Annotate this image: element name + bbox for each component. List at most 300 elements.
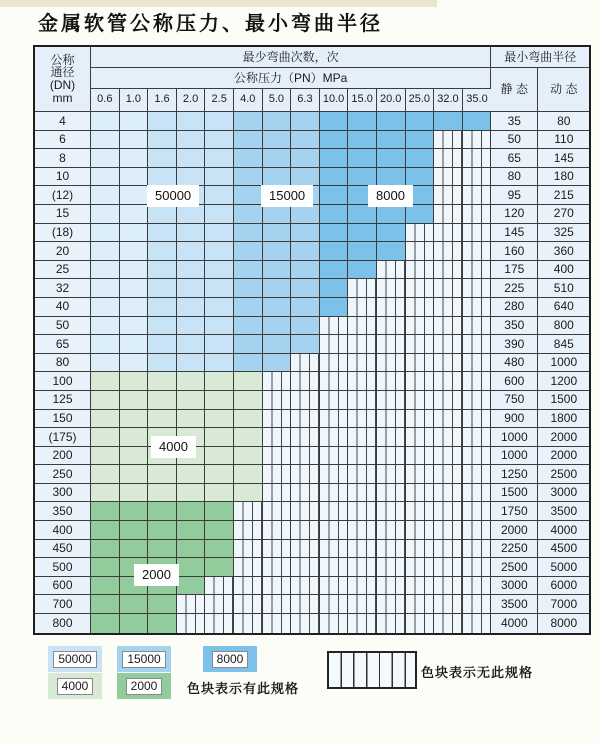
cell-pressure: [234, 205, 263, 224]
cell-static: 35: [491, 112, 538, 131]
cell-pressure: [177, 502, 206, 521]
cell-static: 80: [491, 168, 538, 187]
pressure-col-header: 25.0: [406, 89, 435, 112]
cell-dynamic: 400: [538, 261, 589, 280]
cell-pressure: [320, 149, 349, 168]
cell-pressure: [377, 428, 406, 447]
cell-dynamic: 1800: [538, 410, 589, 429]
cell-pressure: [377, 335, 406, 354]
cell-pressure: [348, 614, 377, 633]
cell-static: 750: [491, 391, 538, 410]
cell-dn: 8: [35, 149, 91, 168]
cell-pressure: [177, 149, 206, 168]
cell-pressure: [320, 577, 349, 596]
cell-pressure: [406, 261, 435, 280]
cell-pressure: [234, 577, 263, 596]
cell-pressure: [91, 317, 120, 336]
cell-dn: 300: [35, 484, 91, 503]
cell-pressure: [291, 354, 320, 373]
cell-pressure: [177, 558, 206, 577]
cell-pressure: [234, 224, 263, 243]
cell-pressure: [263, 224, 292, 243]
cell-pressure: [348, 428, 377, 447]
cell-pressure: [263, 112, 292, 131]
cell-dn: 15: [35, 205, 91, 224]
cell-pressure: [377, 484, 406, 503]
cell-pressure: [434, 205, 463, 224]
cell-pressure: [434, 186, 463, 205]
cell-pressure: [263, 205, 292, 224]
cell-pressure: [177, 224, 206, 243]
cell-pressure: [205, 540, 234, 559]
cell-pressure: [205, 391, 234, 410]
header-dn-line: 通径: [50, 65, 75, 80]
cell-pressure: [234, 595, 263, 614]
cell-pressure: [377, 540, 406, 559]
cell-pressure: [434, 224, 463, 243]
cell-pressure: [463, 540, 492, 559]
cell-pressure: [148, 168, 177, 187]
cell-pressure: [377, 595, 406, 614]
cell-pressure: [120, 335, 149, 354]
header-dn: [35, 47, 91, 112]
cell-pressure: [348, 447, 377, 466]
cell-pressure: [205, 484, 234, 503]
cell-pressure: [234, 428, 263, 447]
cell-pressure: [205, 112, 234, 131]
cell-pressure: [234, 131, 263, 150]
cell-pressure: [177, 112, 206, 131]
cell-dynamic: 180: [538, 168, 589, 187]
cell-dn: 80: [35, 354, 91, 373]
cell-pressure: [91, 279, 120, 298]
cell-pressure: [148, 205, 177, 224]
cell-pressure: [91, 558, 120, 577]
cell-pressure: [177, 465, 206, 484]
cell-pressure: [406, 317, 435, 336]
cell-pressure: [434, 447, 463, 466]
pressure-col-header: 0.6: [91, 89, 120, 112]
cell-dynamic: 4000: [538, 521, 589, 540]
cell-pressure: [234, 354, 263, 373]
cell-pressure: [263, 465, 292, 484]
cell-pressure: [463, 242, 492, 261]
cell-pressure: [177, 298, 206, 317]
cell-pressure: [120, 521, 149, 540]
cell-static: 2000: [491, 521, 538, 540]
cell-pressure: [263, 484, 292, 503]
cell-dynamic: 1200: [538, 372, 589, 391]
cell-pressure: [377, 224, 406, 243]
cell-pressure: [406, 484, 435, 503]
cell-pressure: [406, 502, 435, 521]
cell-pressure: [406, 391, 435, 410]
cell-pressure: [91, 372, 120, 391]
cell-pressure: [205, 279, 234, 298]
cell-static: 1750: [491, 502, 538, 521]
cell-pressure: [234, 391, 263, 410]
cell-pressure: [291, 224, 320, 243]
cell-dynamic: 7000: [538, 595, 589, 614]
cell-pressure: [406, 614, 435, 633]
cell-pressure: [463, 447, 492, 466]
cell-pressure: [177, 410, 206, 429]
cell-pressure: [234, 465, 263, 484]
cell-pressure: [463, 261, 492, 280]
cell-pressure: [263, 614, 292, 633]
cell-pressure: [205, 335, 234, 354]
cell-pressure: [205, 465, 234, 484]
pressure-col-header: 35.0: [463, 89, 492, 112]
cell-pressure: [234, 168, 263, 187]
cell-pressure: [406, 372, 435, 391]
cell-pressure: [263, 410, 292, 429]
cell-pressure: [177, 484, 206, 503]
cell-pressure: [348, 577, 377, 596]
cell-pressure: [463, 149, 492, 168]
cell-pressure: [463, 298, 492, 317]
cell-pressure: [91, 577, 120, 596]
cell-pressure: [320, 298, 349, 317]
cell-pressure: [463, 205, 492, 224]
cell-pressure: [377, 149, 406, 168]
cell-pressure: [234, 279, 263, 298]
cell-pressure: [463, 521, 492, 540]
cell-pressure: [177, 372, 206, 391]
cell-pressure: [91, 205, 120, 224]
cell-pressure: [205, 558, 234, 577]
cell-dynamic: 845: [538, 335, 589, 354]
cell-pressure: [348, 131, 377, 150]
cell-pressure: [291, 521, 320, 540]
cell-pressure: [434, 335, 463, 354]
cell-pressure: [91, 261, 120, 280]
cell-pressure: [234, 540, 263, 559]
header-dn-line: 公称: [50, 52, 75, 67]
cell-dynamic: 110: [538, 131, 589, 150]
cell-pressure: [120, 186, 149, 205]
cell-pressure: [320, 521, 349, 540]
cell-static: 2250: [491, 540, 538, 559]
cell-dn: 10: [35, 168, 91, 187]
cell-pressure: [291, 614, 320, 633]
cell-pressure: [348, 558, 377, 577]
cell-pressure: [263, 131, 292, 150]
cell-pressure: [148, 298, 177, 317]
cell-pressure: [377, 447, 406, 466]
cell-static: 1000: [491, 428, 538, 447]
cell-pressure: [463, 317, 492, 336]
cell-dynamic: 2500: [538, 465, 589, 484]
cell-pressure: [234, 372, 263, 391]
cell-pressure: [91, 131, 120, 150]
cell-dynamic: 1500: [538, 391, 589, 410]
cell-pressure: [148, 242, 177, 261]
cell-dn: 25: [35, 261, 91, 280]
cell-static: 1500: [491, 484, 538, 503]
cell-pressure: [91, 465, 120, 484]
pressure-col-header: 4.0: [234, 89, 263, 112]
cell-pressure: [234, 558, 263, 577]
cell-pressure: [377, 558, 406, 577]
header-dynamic: 动 态: [538, 68, 589, 112]
legend-no-spec-note: 色块表示无此规格: [421, 665, 534, 680]
cell-pressure: [148, 595, 177, 614]
cell-pressure: [406, 242, 435, 261]
cell-pressure: [377, 614, 406, 633]
cell-pressure: [91, 540, 120, 559]
cell-pressure: [348, 112, 377, 131]
legend-swatch-value: 50000: [53, 651, 96, 668]
pressure-col-header: 32.0: [434, 89, 463, 112]
bend-cycles-zone-label: 2000: [134, 564, 179, 586]
cell-pressure: [320, 335, 349, 354]
cell-pressure: [91, 186, 120, 205]
cell-pressure: [348, 242, 377, 261]
cell-pressure: [148, 335, 177, 354]
cell-dn: 4: [35, 112, 91, 131]
cell-dn: 450: [35, 540, 91, 559]
cell-pressure: [463, 465, 492, 484]
cell-dn: 100: [35, 372, 91, 391]
cell-dn: 65: [35, 335, 91, 354]
cell-pressure: [377, 577, 406, 596]
cell-dynamic: 4500: [538, 540, 589, 559]
cell-pressure: [205, 614, 234, 633]
cell-pressure: [348, 205, 377, 224]
cell-pressure: [120, 502, 149, 521]
cell-pressure: [263, 372, 292, 391]
cell-static: 160: [491, 242, 538, 261]
cell-pressure: [177, 205, 206, 224]
cell-pressure: [91, 242, 120, 261]
cell-dynamic: 2000: [538, 447, 589, 466]
cell-pressure: [434, 242, 463, 261]
pressure-col-header: 20.0: [377, 89, 406, 112]
header-min-bend-radius: 最小弯曲半径: [491, 47, 589, 68]
page-title: 金属软管公称压力、最小弯曲半径: [38, 13, 383, 35]
cell-dynamic: 510: [538, 279, 589, 298]
cell-pressure: [291, 595, 320, 614]
cell-dynamic: 325: [538, 224, 589, 243]
legend-swatch-4000: [48, 673, 102, 699]
cell-pressure: [320, 279, 349, 298]
header-dn-line: (DN): [49, 78, 76, 92]
cell-pressure: [320, 354, 349, 373]
cell-pressure: [120, 465, 149, 484]
pressure-col-header: 6.3: [291, 89, 320, 112]
header-bend-cycles: 最少弯曲次数，次: [91, 47, 491, 68]
cell-pressure: [463, 112, 492, 131]
cell-pressure: [291, 558, 320, 577]
cell-pressure: [120, 484, 149, 503]
legend-has-spec-note: 色块表示有此规格: [187, 681, 300, 696]
cell-dynamic: 8000: [538, 614, 589, 633]
cell-pressure: [406, 354, 435, 373]
cell-dynamic: 1000: [538, 354, 589, 373]
cell-pressure: [463, 335, 492, 354]
cell-pressure: [434, 410, 463, 429]
cell-pressure: [263, 317, 292, 336]
header-dn-line: mm: [52, 90, 73, 105]
cell-pressure: [120, 242, 149, 261]
cell-pressure: [291, 168, 320, 187]
cell-pressure: [177, 595, 206, 614]
cell-pressure: [177, 391, 206, 410]
cell-pressure: [234, 410, 263, 429]
cell-pressure: [205, 224, 234, 243]
cell-pressure: [291, 577, 320, 596]
cell-pressure: [434, 317, 463, 336]
cell-dynamic: 3500: [538, 502, 589, 521]
cell-pressure: [463, 558, 492, 577]
cell-dynamic: 145: [538, 149, 589, 168]
cell-pressure: [406, 428, 435, 447]
cell-pressure: [463, 614, 492, 633]
cell-pressure: [148, 540, 177, 559]
cell-pressure: [91, 298, 120, 317]
cell-pressure: [234, 298, 263, 317]
cell-pressure: [434, 521, 463, 540]
cell-pressure: [205, 447, 234, 466]
cell-pressure: [377, 502, 406, 521]
cell-pressure: [177, 577, 206, 596]
cell-pressure: [234, 242, 263, 261]
cell-pressure: [348, 224, 377, 243]
cell-pressure: [148, 465, 177, 484]
bend-cycles-zone-label: 8000: [368, 185, 413, 207]
cell-pressure: [120, 614, 149, 633]
cell-pressure: [320, 614, 349, 633]
cell-pressure: [434, 502, 463, 521]
pressure-col-header: 1.6: [148, 89, 177, 112]
cell-pressure: [291, 317, 320, 336]
cell-pressure: [263, 577, 292, 596]
legend-swatch-value: 4000: [57, 678, 94, 695]
cell-pressure: [377, 391, 406, 410]
cell-dynamic: 2000: [538, 428, 589, 447]
cell-pressure: [320, 428, 349, 447]
cell-pressure: [320, 484, 349, 503]
cell-pressure: [234, 112, 263, 131]
cell-dn: 40: [35, 298, 91, 317]
cell-pressure: [463, 410, 492, 429]
cell-pressure: [348, 372, 377, 391]
cell-dn: 350: [35, 502, 91, 521]
cell-pressure: [320, 502, 349, 521]
cell-pressure: [434, 595, 463, 614]
cell-pressure: [177, 242, 206, 261]
cell-dynamic: 360: [538, 242, 589, 261]
cell-pressure: [320, 391, 349, 410]
cell-pressure: [348, 261, 377, 280]
cell-pressure: [291, 447, 320, 466]
cell-pressure: [148, 354, 177, 373]
cell-dn: 6: [35, 131, 91, 150]
cell-pressure: [320, 112, 349, 131]
cell-pressure: [120, 391, 149, 410]
cell-pressure: [377, 465, 406, 484]
cell-static: 280: [491, 298, 538, 317]
cell-pressure: [263, 595, 292, 614]
cell-pressure: [120, 149, 149, 168]
cell-pressure: [91, 521, 120, 540]
cell-pressure: [320, 224, 349, 243]
cell-pressure: [348, 335, 377, 354]
cell-pressure: [205, 242, 234, 261]
cell-pressure: [234, 261, 263, 280]
cell-pressure: [148, 317, 177, 336]
cell-static: 145: [491, 224, 538, 243]
cell-pressure: [291, 372, 320, 391]
cell-pressure: [406, 112, 435, 131]
pressure-col-header: 10.0: [320, 89, 349, 112]
cell-pressure: [406, 149, 435, 168]
cell-pressure: [120, 224, 149, 243]
cell-static: 3500: [491, 595, 538, 614]
cell-pressure: [234, 149, 263, 168]
bend-cycles-zone-label: 15000: [261, 185, 313, 207]
cell-pressure: [120, 317, 149, 336]
cell-pressure: [148, 131, 177, 150]
cell-pressure: [91, 168, 120, 187]
cell-pressure: [91, 410, 120, 429]
cell-pressure: [377, 521, 406, 540]
pressure-col-header: 2.0: [177, 89, 206, 112]
page-top-strip: [0, 0, 437, 7]
cell-pressure: [177, 614, 206, 633]
cell-pressure: [434, 279, 463, 298]
cell-pressure: [177, 354, 206, 373]
cell-pressure: [291, 279, 320, 298]
cell-pressure: [320, 447, 349, 466]
cell-pressure: [434, 372, 463, 391]
cell-pressure: [348, 168, 377, 187]
cell-dn: 20: [35, 242, 91, 261]
cell-pressure: [177, 168, 206, 187]
cell-pressure: [377, 410, 406, 429]
cell-dn: 200: [35, 447, 91, 466]
cell-pressure: [348, 595, 377, 614]
legend-swatch-value: 2000: [126, 678, 163, 695]
cell-pressure: [263, 502, 292, 521]
cell-pressure: [406, 577, 435, 596]
cell-pressure: [434, 149, 463, 168]
cell-pressure: [434, 391, 463, 410]
cell-pressure: [205, 186, 234, 205]
cell-pressure: [205, 354, 234, 373]
cell-pressure: [91, 614, 120, 633]
cell-pressure: [463, 577, 492, 596]
cell-pressure: [348, 149, 377, 168]
cell-pressure: [348, 484, 377, 503]
cell-pressure: [463, 502, 492, 521]
cell-pressure: [406, 540, 435, 559]
cell-pressure: [234, 614, 263, 633]
cell-pressure: [263, 540, 292, 559]
cell-pressure: [291, 149, 320, 168]
cell-pressure: [177, 317, 206, 336]
cell-pressure: [120, 112, 149, 131]
cell-pressure: [263, 279, 292, 298]
cell-pressure: [406, 447, 435, 466]
cell-pressure: [205, 131, 234, 150]
cell-pressure: [120, 447, 149, 466]
cell-dn: 150: [35, 410, 91, 429]
cell-pressure: [205, 410, 234, 429]
cell-pressure: [91, 391, 120, 410]
cell-pressure: [377, 112, 406, 131]
